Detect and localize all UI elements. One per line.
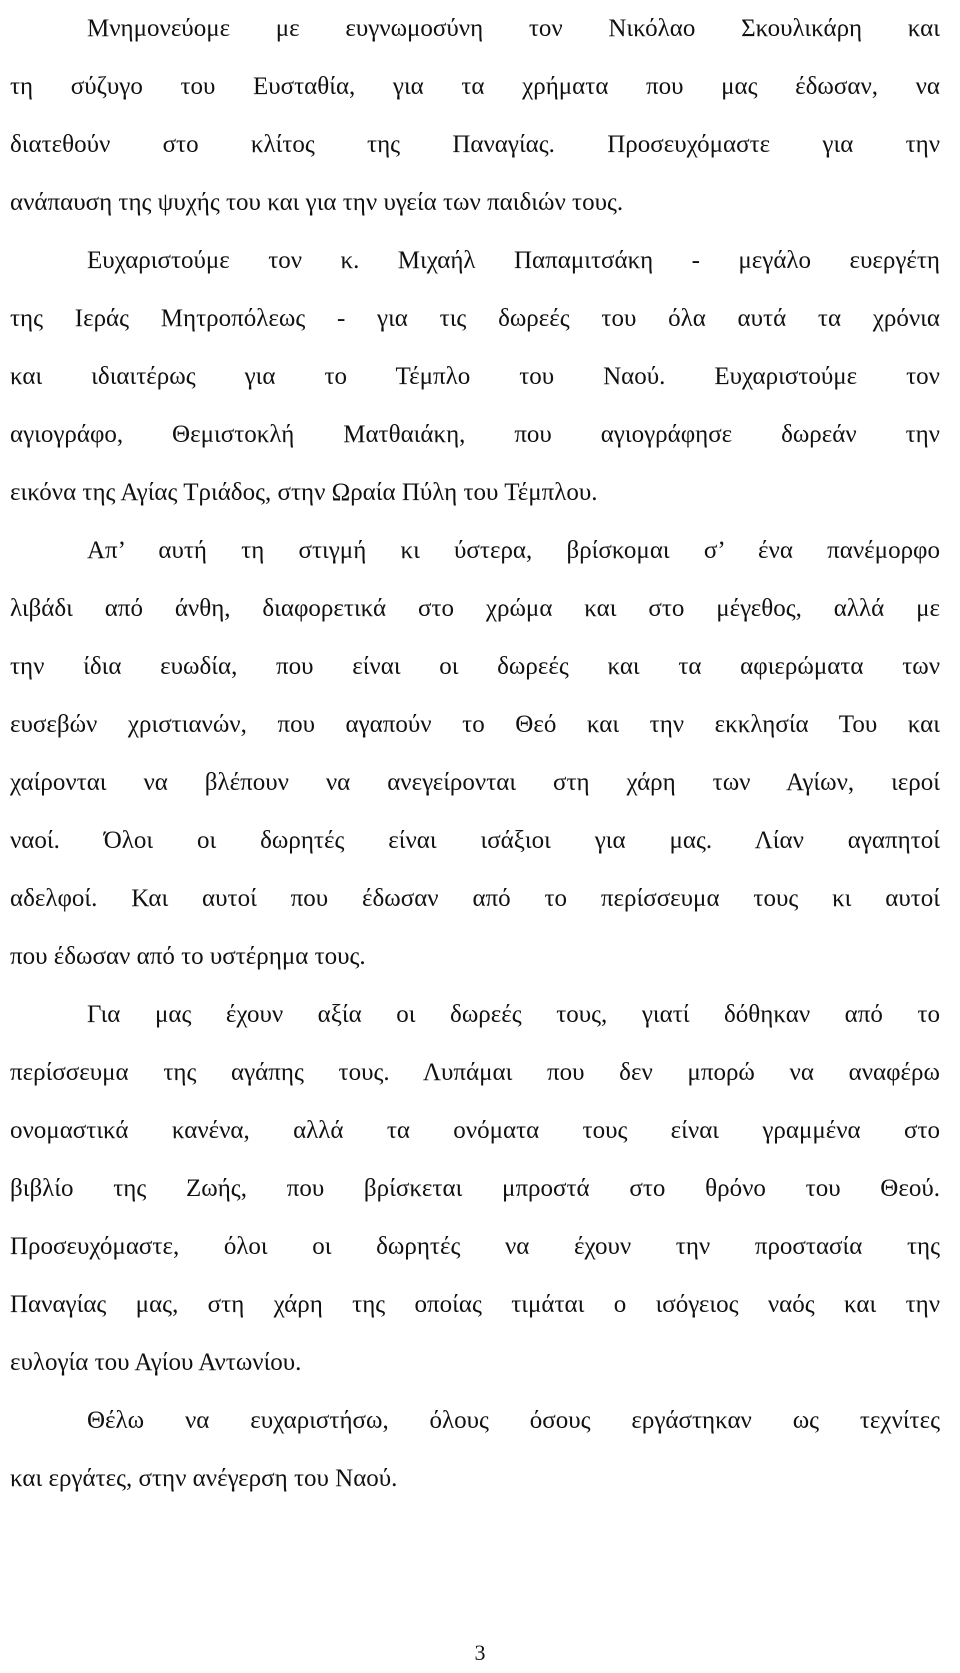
text-line: Για μας έχουν αξία οι δωρεές τους, γιατί δόθηκαν από το	[87, 1001, 940, 1028]
text-line: και εργάτες, στην ανέγερση του Ναού.	[10, 1465, 398, 1492]
text-line: ευλογία του Αγίου Αντωνίου.	[10, 1349, 302, 1376]
text-line: ανάπαυση της ψυχής του και για την υγεία των παιδιών τους.	[10, 189, 624, 216]
text-line: Απ’ αυτή τη στιγμή κι ύστερα, βρίσκομαι σ’ ένα πανέμορφο	[87, 537, 940, 564]
text-line: της Ιεράς Μητροπόλεως - για τις δωρεές του όλα αυτά τα χρόνια	[10, 305, 940, 332]
text-line: αδελφοί. Και αυτοί που έδωσαν από το περίσσευμα τους κι αυτοί	[10, 885, 940, 912]
text-line: Προσευχόμαστε, όλοι οι δωρητές να έχουν την προστασία της	[10, 1233, 940, 1260]
body-text	[10, 0, 940, 1508]
text-line: την ίδια ευωδία, που είναι οι δωρεές και τα αφιερώματα των	[10, 653, 940, 680]
text-line: βιβλίο της Ζωής, που βρίσκεται μπροστά στο θρόνο του Θεού.	[10, 1175, 940, 1202]
text-line: Ευχαριστούμε τον κ. Μιχαήλ Παπαμιτσάκη - μεγάλο ευεργέτη	[87, 247, 940, 274]
text-line: Θέλω να ευχαριστήσω, όλους όσους εργάστηκαν ως τεχνίτες	[87, 1407, 940, 1434]
text-line: περίσσευμα της αγάπης τους. Λυπάμαι που δεν μπορώ να αναφέρω	[10, 1059, 940, 1086]
text-line: εικόνα της Αγίας Τριάδος, στην Ωραία Πύλη του Τέμπλου.	[10, 479, 598, 506]
text-line: και ιδιαιτέρως για το Τέμπλο του Ναού. Ευχαριστούμε τον	[10, 363, 940, 390]
text-line: ναοί. Όλοι οι δωρητές είναι ισάξιοι για μας. Λίαν αγαπητοί	[10, 827, 940, 854]
text-line: που έδωσαν από το υστέρημα τους.	[10, 943, 366, 970]
text-line: λιβάδι από άνθη, διαφορετικά στο χρώμα και στο μέγεθος, αλλά με	[10, 595, 940, 622]
text-line: διατεθούν στο κλίτος της Παναγίας. Προσευχόμαστε για την	[10, 131, 940, 158]
text-line: ευσεβών χριστιανών, που αγαπούν το Θεό και την εκκλησία Του και	[10, 711, 940, 738]
text-line: τη σύζυγο του Ευσταθία, για τα χρήματα που μας έδωσαν, να	[10, 73, 940, 100]
page-number: 3	[474, 1640, 486, 1665]
text-line: χαίρονται να βλέπουν να ανεγείρονται στη χάρη των Αγίων, ιεροί	[10, 769, 940, 796]
text-line: αγιογράφο, Θεμιστοκλή Ματθαιάκη, που αγιογράφησε δωρεάν την	[10, 421, 940, 448]
text-line: Μνημονεύομε με ευγνωμοσύνη τον Νικόλαο Σκουλικάρη και	[87, 15, 940, 42]
text-line: ονομαστικά κανένα, αλλά τα ονόματα τους είναι γραμμένα στο	[10, 1117, 940, 1144]
text-line: Παναγίας μας, στη χάρη της οποίας τιμάται ο ισόγειος ναός και την	[10, 1291, 940, 1318]
